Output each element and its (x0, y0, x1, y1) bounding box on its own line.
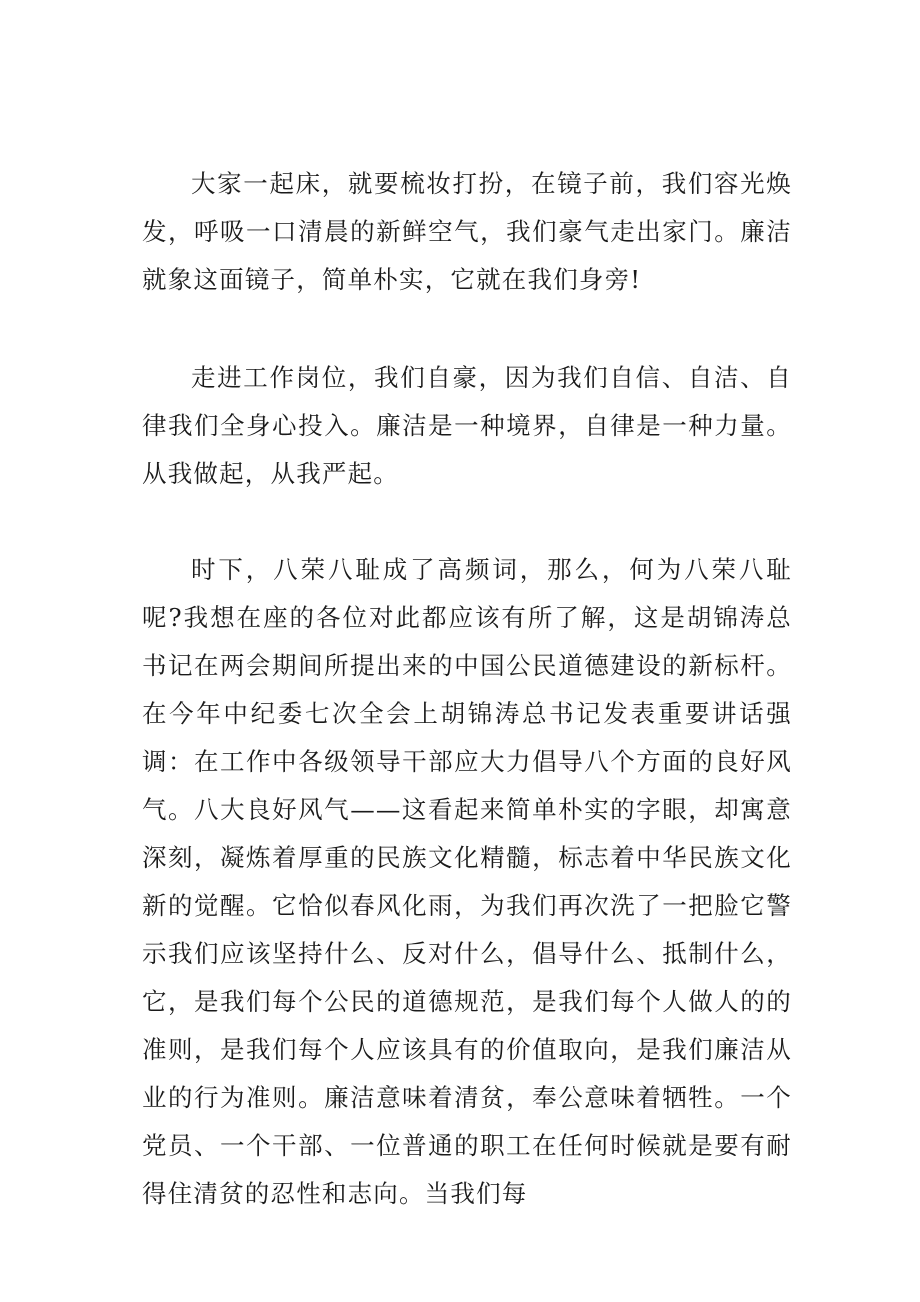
paragraph-eight-honors: 时下，八荣八耻成了高频词，那么，何为八荣八耻呢?我想在座的各位对此都应该有所了解，这是胡锦涛总书记在两会期间所提出来的中国公民道德建设的新标杆。在今年中纪委七次全会上胡锦涛总书记发表重要讲话强调：在工作中各级领导干部应大力倡导八个方面的良好风气。八大良好风气——这看起来简单朴实的字眼，却寓意深刻，凝炼着厚重的民族文化精髓，标志着中华民族文化新的觉醒。它恰似春风化雨，为我们再次洗了一把脸它警示我们应该坚持什么、反对什么，倡导什么、抵制什么，它，是我们每个公民的道德规范，是我们每个人做人的的准则，是我们每个人应该具有的价值取向，是我们廉洁从业的行为准则。廉洁意味着清贫，奉公意味着牺牲。一个党员、一个干部、一位普通的职工在任何时候就是要有耐得住清贫的忍性和志向。当我们每 (142, 555, 792, 1208)
paragraph-workplace: 走进工作岗位，我们自豪，因为我们自信、自洁、自律我们全身心投入。廉洁是一种境界，自律是一种力量。从我做起，从我严起。 (142, 363, 792, 488)
paragraph-mirror: 大家一起床，就要梳妆打扮，在镜子前，我们容光焕发，呼吸一口清晨的新鲜空气，我们豪气走出家门。廉洁就象这面镜子，简单朴实，它就在我们身旁! (142, 169, 792, 294)
